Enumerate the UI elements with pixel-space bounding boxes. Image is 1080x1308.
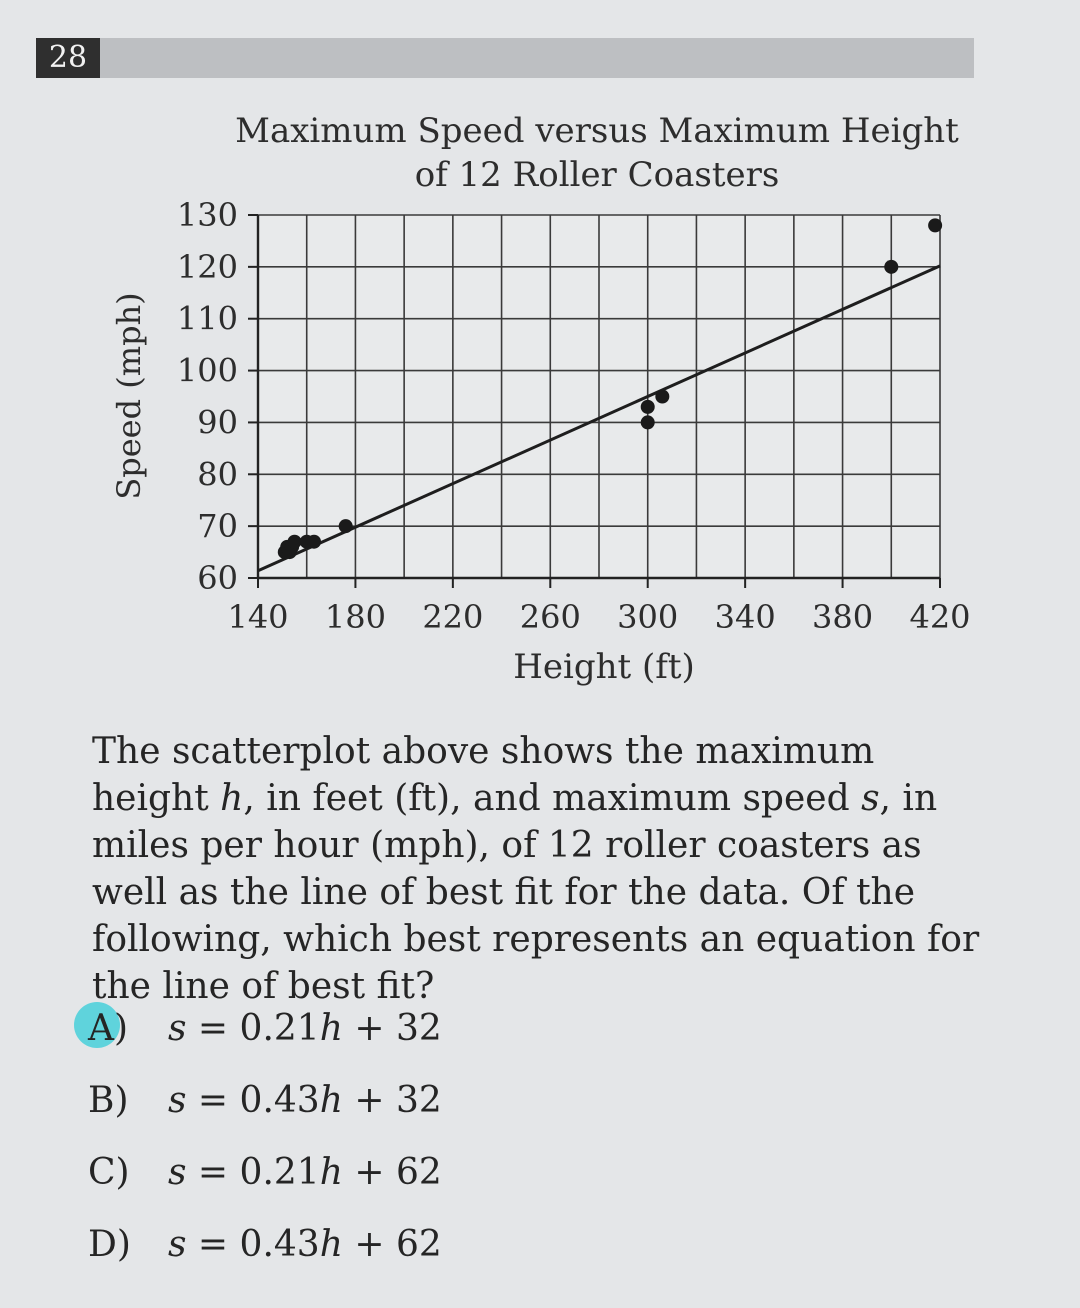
data-point bbox=[288, 535, 302, 549]
y-tick-label: 110 bbox=[176, 299, 238, 338]
y-tick-label: 70 bbox=[197, 507, 238, 546]
choice-b[interactable] bbox=[80, 1072, 500, 1128]
question-text bbox=[92, 728, 992, 1010]
x-tick-label: 300 bbox=[617, 598, 679, 636]
data-point bbox=[884, 260, 898, 274]
question-text-part3: , in miles per hour (mph), of 12 roller coasters as well as the line of best fit for the data. Of the following, which best represents an equation for the line of best fit? bbox=[92, 778, 980, 1007]
data-point bbox=[928, 218, 942, 232]
question-text-part1: The scatterplot above shows the maximum height bbox=[92, 731, 875, 819]
eq-var: h bbox=[319, 1007, 343, 1049]
chart-title-line1: Maximum Speed versus Maximum Height bbox=[235, 111, 959, 151]
data-point bbox=[339, 519, 353, 533]
data-point bbox=[641, 415, 655, 429]
y-tick-label: 60 bbox=[197, 559, 238, 597]
data-point bbox=[655, 390, 669, 404]
eq-mid: = 0.43 bbox=[186, 1223, 320, 1265]
choice-equation bbox=[158, 1080, 442, 1121]
choice-a[interactable] bbox=[80, 1000, 500, 1056]
x-tick-label: 140 bbox=[227, 598, 289, 636]
eq-lhs: s bbox=[168, 1007, 187, 1049]
eq-var: h bbox=[319, 1151, 343, 1193]
eq-lhs: s bbox=[168, 1079, 187, 1121]
y-axis-label: Speed (mph) bbox=[110, 292, 148, 500]
choice-equation bbox=[158, 1224, 442, 1265]
choice-c[interactable] bbox=[80, 1144, 500, 1200]
eq-var: h bbox=[319, 1079, 343, 1121]
eq-mid: = 0.21 bbox=[186, 1007, 320, 1049]
y-tick-label: 90 bbox=[197, 403, 238, 442]
x-tick-label: 380 bbox=[812, 598, 874, 636]
choice-equation bbox=[158, 1008, 442, 1049]
choice-letter: C) bbox=[88, 1151, 130, 1193]
eq-rhs: + 32 bbox=[342, 1079, 442, 1121]
eq-rhs: + 62 bbox=[342, 1151, 442, 1193]
eq-lhs: s bbox=[168, 1223, 187, 1265]
eq-lhs: s bbox=[168, 1151, 187, 1193]
y-tick-label: 130 bbox=[176, 196, 238, 234]
eq-mid: = 0.43 bbox=[186, 1079, 320, 1121]
data-point bbox=[307, 535, 321, 549]
choice-letter: D) bbox=[88, 1223, 131, 1265]
question-var-s: s bbox=[861, 778, 880, 819]
chart-title-line2: of 12 Roller Coasters bbox=[414, 155, 780, 195]
question-text-part2: , in feet (ft), and maximum speed bbox=[243, 778, 862, 819]
eq-var: h bbox=[319, 1223, 343, 1265]
data-point bbox=[641, 400, 655, 414]
x-tick-label: 260 bbox=[519, 598, 581, 636]
question-number: 28 bbox=[36, 38, 100, 78]
choice-letter: B) bbox=[88, 1079, 129, 1121]
question-var-h: h bbox=[220, 778, 244, 819]
eq-rhs: + 32 bbox=[342, 1007, 442, 1049]
x-axis-label: Height (ft) bbox=[513, 647, 695, 687]
y-tick-label: 120 bbox=[176, 247, 238, 286]
eq-mid: = 0.21 bbox=[186, 1151, 320, 1193]
choice-letter: A) bbox=[80, 1008, 158, 1049]
y-tick-label: 100 bbox=[176, 351, 238, 390]
y-tick-label: 80 bbox=[197, 455, 238, 494]
x-tick-label: 180 bbox=[324, 598, 386, 636]
choice-d[interactable] bbox=[80, 1216, 500, 1272]
x-tick-label: 220 bbox=[422, 598, 484, 636]
choice-equation bbox=[158, 1152, 442, 1193]
x-tick-label: 340 bbox=[714, 598, 776, 636]
eq-rhs: + 62 bbox=[342, 1223, 442, 1265]
x-tick-label: 420 bbox=[909, 598, 971, 636]
